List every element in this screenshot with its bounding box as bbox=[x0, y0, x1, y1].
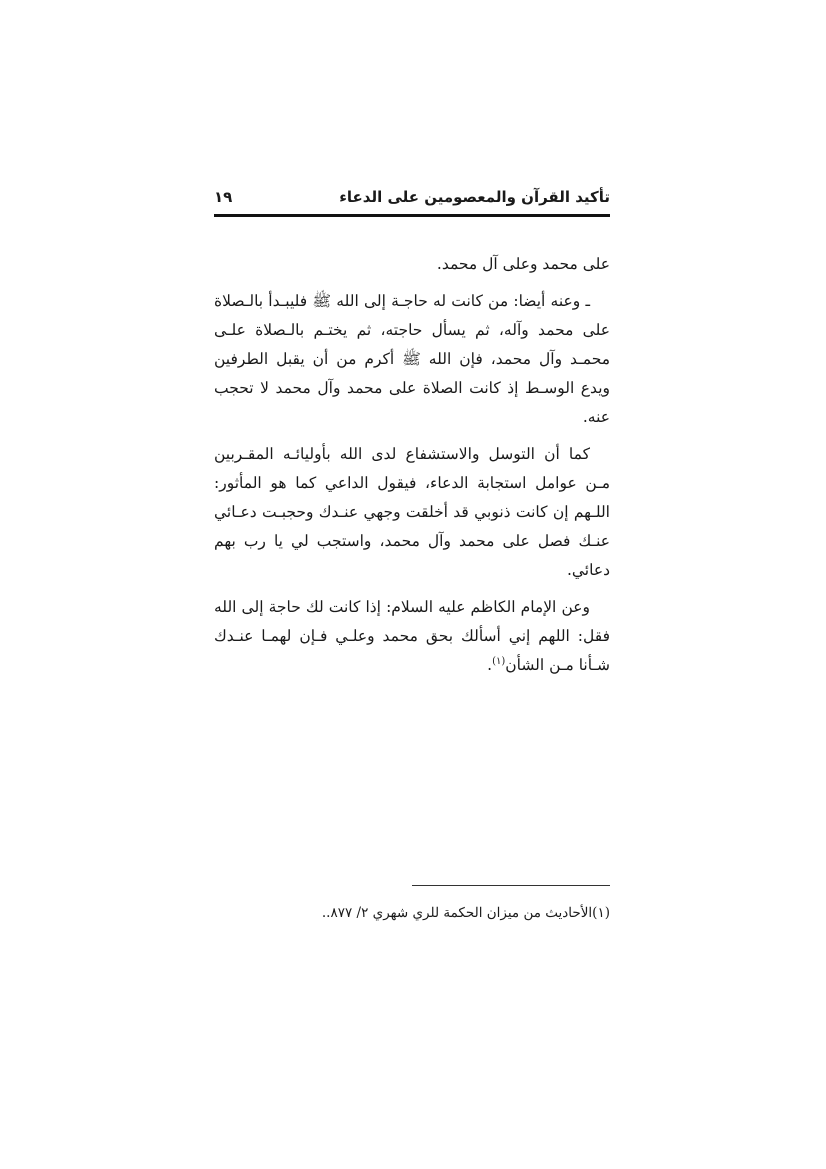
page-number: ١٩ bbox=[214, 188, 233, 206]
main-text bbox=[214, 250, 610, 688]
paragraph-4 bbox=[214, 593, 610, 680]
paragraph-4-end: . bbox=[487, 656, 493, 674]
paragraph-1: على محمد وعلى آل محمد. bbox=[436, 255, 610, 273]
paragraph-2: ـ وعنه أيضا: من كانت له حاجـة إلى الله ﷺ فليبـدأ بالـصلاة على محمد وآله، ثم يسأل حاجته، ثم يختـم بالـصلاة علـى محمـد وآل محمد، فإن الله ﷺ أكرم من أن يقبل الطرفين ويدع الوسـط إذ كانت الصلاة على محمد وآل محمد لا تحجب عنه. bbox=[214, 292, 610, 426]
footnote-reference[interactable]: (١) bbox=[492, 655, 506, 667]
footnote-divider bbox=[412, 885, 610, 886]
header-divider bbox=[214, 214, 610, 217]
footnote: (١)الأحاديث من ميزان الحكمة للري شهري ٢/ ٨٧٧.. bbox=[321, 905, 610, 921]
running-title: تأكيد القرآن والمعصومين على الدعاء bbox=[339, 188, 610, 206]
paragraph-4-text: وعن الإمام الكاظم عليه السلام: إذا كانت لك حاجة إلى الله فقل: اللهم إني أسألك بحق محمد وعلـي فـإن لهمـا عنـدك شـأنا مـن الشأن bbox=[214, 598, 610, 674]
paragraph-3: كما أن التوسل والاستشفاع لدى الله بأوليائـه المقـربين مـن عوامل استجابة الدعاء، فيقول الداعي كما هو المأثور: اللـهم إن كانت ذنوبي قد أخلقت وجهي عنـدك وحجبـت دعـائي عنـك فصل على محمد وآل محمد، واستجب لي يا رب بهم دعائي. bbox=[214, 445, 610, 579]
